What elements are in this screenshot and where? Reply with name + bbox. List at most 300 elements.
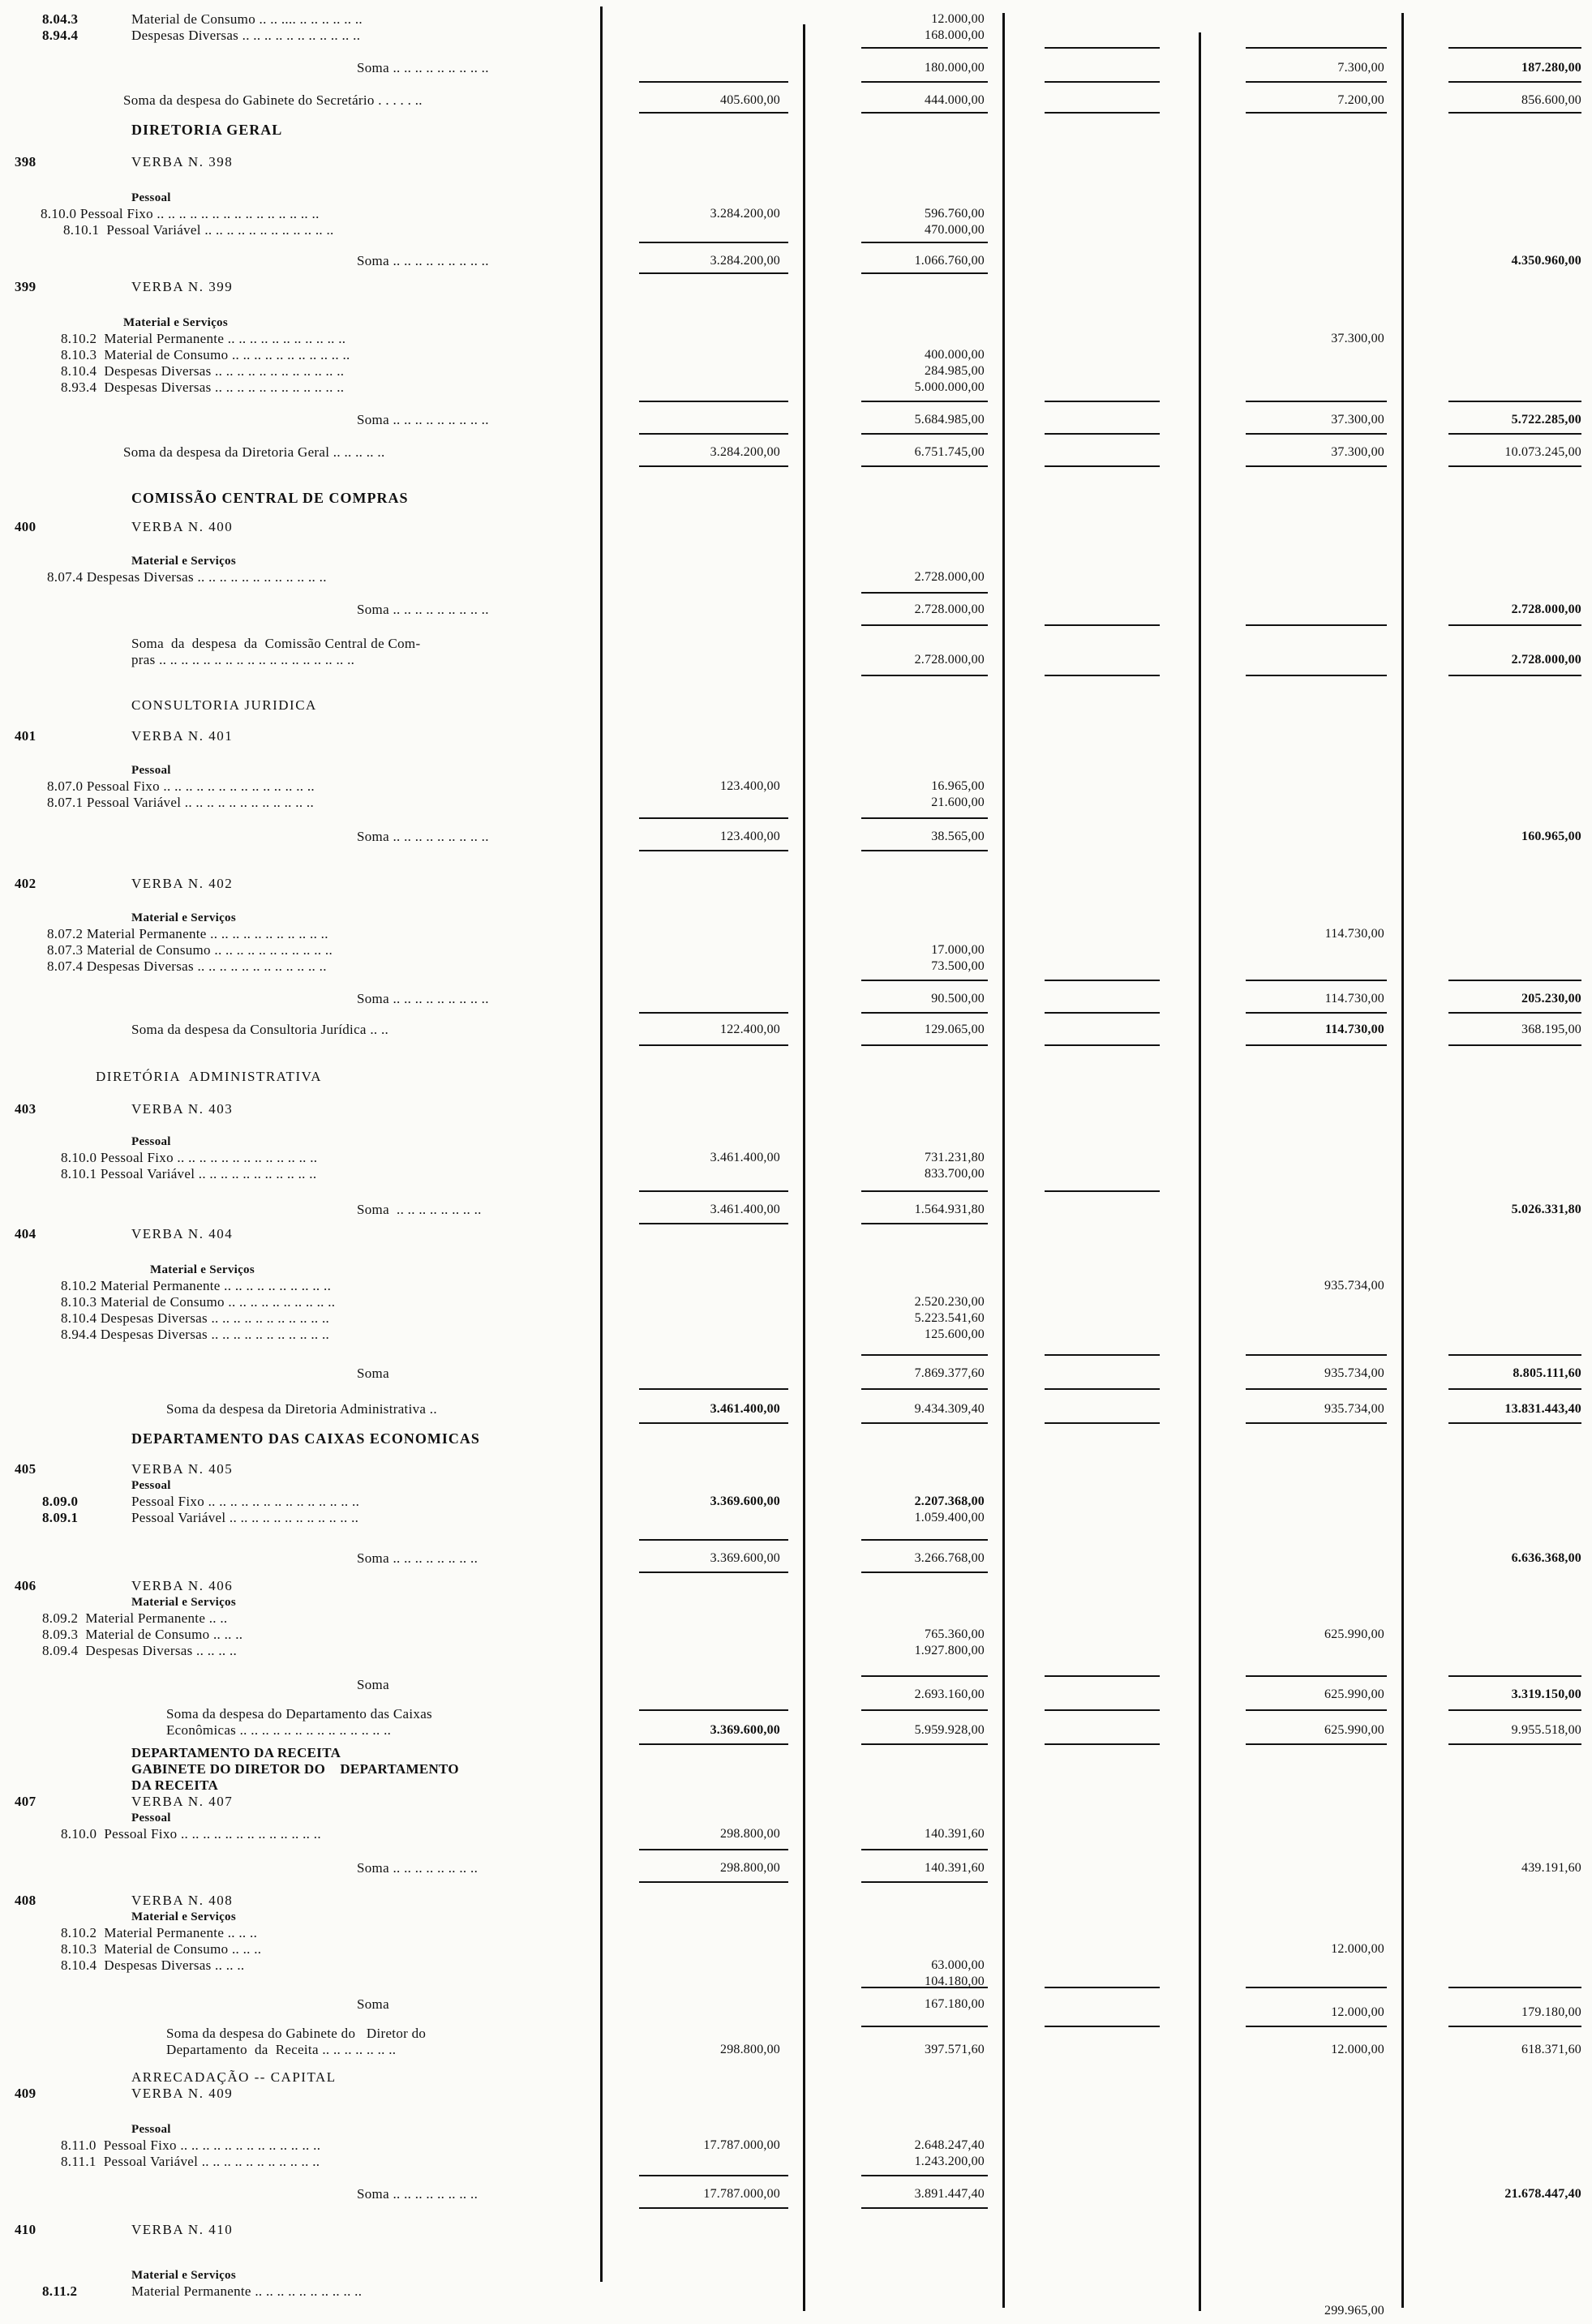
row-label: 8.07.4 Despesas Diversas .. .. .. .. .. .. .. .. .. .. .. .. xyxy=(47,569,327,585)
ledger-row xyxy=(0,829,1592,845)
ledger-row xyxy=(0,1550,1592,1567)
subtotal-rule xyxy=(639,272,788,274)
subtotal-rule xyxy=(1246,980,1387,981)
row-label: Soma .. .. .. .. .. .. .. .. .. xyxy=(357,253,489,268)
subtotal-rule xyxy=(1045,81,1160,83)
row-label: 8.10.3 Material de Consumo .. .. .. .. .. .. .. .. .. .. xyxy=(61,1294,336,1310)
row-label: 8.09.2 Material Permanente .. .. xyxy=(42,1610,228,1626)
subtotal-rule xyxy=(1448,980,1581,981)
subtotal-rule xyxy=(1045,47,1160,49)
subtotal-rule xyxy=(1448,81,1581,83)
ledger-row xyxy=(0,697,1592,714)
amount-col-5: 179.180,00 xyxy=(1521,2005,1581,2019)
subtotal-rule xyxy=(861,112,988,114)
row-label: Soma da despesa da Consultoria Jurídica .. .. xyxy=(131,1022,389,1037)
amount-col-4: 12.000,00 xyxy=(1331,2005,1384,2019)
amount-col-1: 298.800,00 xyxy=(720,1861,780,1875)
row-label: 8.10.1 Pessoal Variável .. .. .. .. .. .. .. .. .. .. .. xyxy=(61,1166,317,1181)
amount-col-2: 180.000,00 xyxy=(925,61,985,75)
subtotal-rule xyxy=(1045,624,1160,626)
ledger-row xyxy=(0,1278,1592,1294)
ledger-row xyxy=(0,1941,1592,1957)
subtotal-rule xyxy=(639,1190,788,1192)
ledger-row xyxy=(0,1510,1592,1526)
ledger-row xyxy=(0,490,1592,506)
subtotal-rule xyxy=(861,1849,988,1850)
row-label: Soma .. .. .. .. .. .. .. .. .. xyxy=(357,991,489,1006)
ledger-row xyxy=(0,60,1592,76)
amount-col-2: 1.066.760,00 xyxy=(914,254,985,268)
amount-col-5: 3.319.150,00 xyxy=(1511,1687,1581,1701)
row-label: 8.10.2 Material Permanente .. .. .. .. .. .. .. .. .. .. xyxy=(61,1278,332,1293)
row-label: Material e Serviços xyxy=(131,911,236,924)
ledger-row xyxy=(0,1166,1592,1182)
row-label: Material Permanente .. .. .. .. .. .. .. .. .. .. xyxy=(131,2283,363,2299)
subtotal-rule xyxy=(1448,1012,1581,1014)
subtotal-rule xyxy=(1045,112,1160,114)
ledger-row xyxy=(0,1957,1592,1974)
ledger-row xyxy=(0,11,1592,28)
row-label: 405 xyxy=(15,1461,36,1477)
row-label: DEPARTAMENTO DA RECEITA xyxy=(131,1745,341,1760)
amount-col-2: 73.500,00 xyxy=(931,959,985,973)
ledger-row xyxy=(0,2154,1592,2170)
subtotal-rule xyxy=(1246,1388,1387,1390)
ledger-row xyxy=(0,1610,1592,1627)
row-label: 406 xyxy=(15,1578,36,1593)
ledger-row xyxy=(0,1909,1592,1925)
amount-col-1: 3.369.600,00 xyxy=(710,1723,780,1737)
row-label: ARRECADAÇÃO -- CAPITAL xyxy=(131,2069,337,2085)
row-label: 8.10.4 Despesas Diversas .. .. .. .. .. .. .. .. .. .. .. .. xyxy=(61,363,345,379)
ledger-row xyxy=(0,910,1592,926)
ledger-row xyxy=(0,154,1592,170)
ledger-row xyxy=(0,1860,1592,1876)
row-label: 8.07.2 Material Permanente .. .. .. .. .. .. .. .. .. .. .. xyxy=(47,926,328,941)
row-label: VERBA N. 405 xyxy=(131,1461,234,1477)
amount-col-2: 63.000,00 xyxy=(931,1958,985,1972)
amount-col-2: 16.965,00 xyxy=(931,779,985,793)
amount-col-2: 5.959.928,00 xyxy=(914,1723,985,1737)
row-label: Material e Serviços xyxy=(150,1263,255,1276)
subtotal-rule xyxy=(1448,1044,1581,1046)
ledger-row xyxy=(0,1706,1592,1722)
subtotal-rule xyxy=(861,1571,988,1573)
row-label: Departamento da Receita .. .. .. .. .. .. .. xyxy=(166,2042,397,2057)
ledger-row xyxy=(0,1745,1592,1761)
ledger-row xyxy=(0,1134,1592,1150)
row-label: 8.07.0 Pessoal Fixo .. .. .. .. .. .. .. .. .. .. .. .. .. .. xyxy=(47,778,315,794)
amount-col-4: 37.300,00 xyxy=(1331,445,1384,459)
subtotal-rule xyxy=(639,1881,788,1883)
ledger-row xyxy=(0,363,1592,379)
row-label: Soma da despesa do Gabinete do Secretário . . . . . .. xyxy=(123,92,423,108)
amount-col-2: 5.000.000,00 xyxy=(914,380,985,394)
amount-col-1: 3.461.400,00 xyxy=(710,1402,780,1416)
ledger-row xyxy=(0,1310,1592,1327)
row-label: 402 xyxy=(15,876,36,891)
row-label: 409 xyxy=(15,2086,36,2101)
amount-col-1: 123.400,00 xyxy=(720,830,780,843)
amount-col-5: 160.965,00 xyxy=(1521,830,1581,843)
row-label: VERBA N. 404 xyxy=(131,1226,234,1241)
row-label: DEPARTAMENTO DAS CAIXAS ECONOMICAS xyxy=(131,1430,480,1447)
ledger-row xyxy=(0,926,1592,942)
subtotal-rule xyxy=(861,1388,988,1390)
amount-col-5: 10.073.245,00 xyxy=(1504,445,1581,459)
amount-col-2: 140.391,60 xyxy=(925,1827,985,1841)
subtotal-rule xyxy=(861,1012,988,1014)
subtotal-rule xyxy=(1045,675,1160,676)
amount-col-2: 2.693.160,00 xyxy=(914,1687,985,1701)
ledger-row xyxy=(0,1777,1592,1794)
subtotal-rule xyxy=(1246,401,1387,402)
ledger-row xyxy=(0,1150,1592,1166)
row-label: 401 xyxy=(15,728,36,744)
subtotal-rule xyxy=(1045,1190,1160,1192)
amount-col-2: 125.600,00 xyxy=(925,1327,985,1341)
ledger-row xyxy=(0,1401,1592,1417)
amount-col-2: 284.985,00 xyxy=(925,364,985,378)
amount-col-2: 5.223.541,60 xyxy=(914,1311,985,1325)
subtotal-rule xyxy=(1045,2026,1160,2027)
amount-col-4: 935.734,00 xyxy=(1324,1402,1384,1416)
subtotal-rule xyxy=(1448,1388,1581,1390)
ledger-row xyxy=(0,1578,1592,1594)
subtotal-rule xyxy=(861,1044,988,1046)
row-label: DA RECEITA xyxy=(131,1777,219,1793)
amount-col-5: 9.955.518,00 xyxy=(1511,1723,1581,1737)
subtotal-rule xyxy=(1246,1044,1387,1046)
amount-col-2: 6.751.745,00 xyxy=(914,445,985,459)
amount-col-4: 114.730,00 xyxy=(1324,1023,1384,1036)
amount-col-1: 3.369.600,00 xyxy=(710,1494,780,1508)
amount-col-5: 856.600,00 xyxy=(1521,93,1581,107)
amount-col-5: 4.350.960,00 xyxy=(1511,254,1581,268)
amount-col-5: 21.678.447,40 xyxy=(1504,2187,1581,2201)
row-label: VERBA N. 400 xyxy=(131,519,234,534)
subtotal-rule xyxy=(639,1223,788,1224)
row-label: VERBA N. 408 xyxy=(131,1893,234,1908)
subtotal-rule xyxy=(1045,1044,1160,1046)
row-label: Pessoal xyxy=(131,2123,171,2136)
row-label: Soma xyxy=(357,1366,389,1381)
subtotal-rule xyxy=(639,1709,788,1711)
ledger-row xyxy=(0,1627,1592,1643)
row-label: Pessoal Variável .. .. .. .. .. .. .. .. .. .. .. .. xyxy=(131,1510,359,1525)
subtotal-rule xyxy=(1246,47,1387,49)
amount-col-2: 104.180,00 xyxy=(925,1975,985,1988)
row-label: 8.10.0 Pessoal Fixo .. .. .. .. .. .. .. .. .. .. .. .. .. .. .. xyxy=(41,206,320,221)
ledger-row xyxy=(0,762,1592,778)
amount-col-5: 205.230,00 xyxy=(1521,992,1581,1005)
row-label: 408 xyxy=(15,1893,36,1908)
subtotal-rule xyxy=(861,242,988,243)
amount-col-1: 123.400,00 xyxy=(720,779,780,793)
subtotal-rule xyxy=(639,112,788,114)
row-label: 8.10.3 Material de Consumo .. .. .. .. .. .. .. .. .. .. .. xyxy=(61,347,350,362)
amount-col-5: 2.728.000,00 xyxy=(1511,653,1581,667)
amount-col-1: 298.800,00 xyxy=(720,1827,780,1841)
ledger-row xyxy=(0,778,1592,795)
subtotal-rule xyxy=(861,980,988,981)
subtotal-rule xyxy=(1448,465,1581,467)
row-label: Soma da despesa da Comissão Central de Com- xyxy=(131,636,421,651)
amount-col-2: 400.000,00 xyxy=(925,348,985,362)
subtotal-rule xyxy=(1045,401,1160,402)
amount-col-4: 935.734,00 xyxy=(1324,1366,1384,1380)
amount-col-2: 765.360,00 xyxy=(925,1627,985,1641)
amount-col-2: 129.065,00 xyxy=(925,1023,985,1036)
ledger-row xyxy=(0,553,1592,569)
amount-col-2: 2.728.000,00 xyxy=(914,602,985,616)
amount-col-4: 114.730,00 xyxy=(1324,927,1384,941)
row-label: 407 xyxy=(15,1794,36,1809)
amount-col-4: 625.990,00 xyxy=(1324,1723,1384,1737)
row-label: 8.10.2 Material Permanente .. .. .. .. .. .. .. .. .. .. .. xyxy=(61,331,346,346)
row-label: 8.10.0 Pessoal Fixo .. .. .. .. .. .. .. .. .. .. .. .. .. xyxy=(61,1150,318,1165)
amount-col-4: 12.000,00 xyxy=(1331,1942,1384,1956)
subtotal-rule xyxy=(861,675,988,676)
subtotal-rule xyxy=(861,850,988,851)
row-label: Material e Serviços xyxy=(131,1910,236,1923)
amount-col-2: 5.684.985,00 xyxy=(914,413,985,427)
amount-col-5: 5.026.331,80 xyxy=(1511,1203,1581,1216)
row-label: COMISSÃO CENTRAL DE COMPRAS xyxy=(131,490,409,506)
row-label: 400 xyxy=(15,519,36,534)
row-label: DIRETORIA GERAL xyxy=(131,122,283,138)
subtotal-rule xyxy=(639,242,788,243)
row-label: 8.94.4 Despesas Diversas .. .. .. .. .. .. .. .. .. .. .. xyxy=(61,1327,330,1342)
ledger-row xyxy=(0,315,1592,331)
ledger-row xyxy=(0,1722,1592,1739)
amount-col-2: 596.760,00 xyxy=(925,207,985,221)
ledger-row xyxy=(0,942,1592,958)
amount-col-5: 13.831.443,40 xyxy=(1504,1402,1581,1416)
amount-col-2: 470.000,00 xyxy=(925,223,985,237)
subtotal-rule xyxy=(1448,401,1581,402)
amount-col-2: 1.564.931,80 xyxy=(914,1203,985,1216)
row-label: Pessoal xyxy=(131,1479,171,1492)
ledger-row xyxy=(0,602,1592,618)
subtotal-rule xyxy=(639,1044,788,1046)
subtotal-rule xyxy=(1246,1987,1387,1988)
row-label: 8.10.4 Despesas Diversas .. .. .. .. .. .. .. .. .. .. .. xyxy=(61,1310,330,1326)
amount-col-5: 5.722.285,00 xyxy=(1511,413,1581,427)
row-label: Pessoal xyxy=(131,764,171,777)
amount-col-2: 444.000,00 xyxy=(925,93,985,107)
row-label: 8.10.2 Material Permanente .. .. .. xyxy=(61,1925,258,1940)
subtotal-rule xyxy=(639,1539,788,1541)
subtotal-rule xyxy=(861,1743,988,1745)
ledger-row xyxy=(0,92,1592,109)
subtotal-rule xyxy=(861,433,988,435)
ledger-row xyxy=(0,569,1592,585)
amount-col-1: 405.600,00 xyxy=(720,93,780,107)
amount-col-2: 731.231,80 xyxy=(925,1151,985,1164)
subtotal-rule xyxy=(861,1190,988,1192)
subtotal-rule xyxy=(1246,1743,1387,1745)
amount-col-4: 37.300,00 xyxy=(1331,413,1384,427)
row-label: VERBA N. 409 xyxy=(131,2086,234,2101)
ledger-row xyxy=(0,728,1592,744)
row-label: 8.11.2 xyxy=(42,2283,78,2299)
row-label: Material de Consumo .. .. .... .. .. .. .. .. .. xyxy=(131,11,363,27)
amount-col-2: 2.520.230,00 xyxy=(914,1295,985,1309)
subtotal-rule xyxy=(1246,1675,1387,1677)
amount-col-2: 3.266.768,00 xyxy=(914,1551,985,1565)
row-label: Soma da despesa da Diretoria Geral .. .. .. .. .. xyxy=(123,444,385,460)
row-label: 8.11.1 Pessoal Variável .. .. .. .. .. .. .. .. .. .. .. xyxy=(61,2154,320,2169)
subtotal-rule xyxy=(639,433,788,435)
ledger-row xyxy=(0,958,1592,975)
amount-col-4: 114.730,00 xyxy=(1324,992,1384,1005)
row-label: VERBA N. 398 xyxy=(131,154,234,169)
row-label: Material e Serviços xyxy=(123,316,228,329)
amount-col-4: 625.990,00 xyxy=(1324,1687,1384,1701)
subtotal-rule xyxy=(1448,1987,1581,1988)
row-label: VERBA N. 402 xyxy=(131,876,234,891)
row-label: Soma da despesa do Gabinete do Diretor do xyxy=(166,2026,427,2041)
row-label: VERBA N. 399 xyxy=(131,279,234,294)
ledger-row xyxy=(0,2005,1592,2021)
subtotal-rule xyxy=(1246,1709,1387,1711)
amount-col-1: 17.787.000,00 xyxy=(703,2138,780,2152)
subtotal-rule xyxy=(1045,1987,1160,1988)
ledger-row xyxy=(0,1294,1592,1310)
ledger-row xyxy=(0,2121,1592,2137)
row-label: 8.09.4 Despesas Diversas .. .. .. .. xyxy=(42,1643,238,1658)
subtotal-rule xyxy=(861,47,988,49)
ledger-row xyxy=(0,2283,1592,2300)
ledger-row xyxy=(0,876,1592,892)
row-label: Soma xyxy=(357,1996,389,2012)
amount-col-1: 122.400,00 xyxy=(720,1023,780,1036)
subtotal-rule xyxy=(861,2207,988,2209)
row-label: Pessoal xyxy=(131,1812,171,1824)
ledger-row xyxy=(0,2137,1592,2154)
amount-col-5: 6.636.368,00 xyxy=(1511,1551,1581,1565)
subtotal-rule xyxy=(1448,2026,1581,2027)
subtotal-rule xyxy=(861,592,988,594)
subtotal-rule xyxy=(1045,465,1160,467)
amount-col-1: 3.369.600,00 xyxy=(710,1551,780,1565)
ledger-row xyxy=(0,1461,1592,1477)
row-label: Soma da despesa da Diretoria Administrativa .. xyxy=(166,1401,437,1417)
row-label: 8.07.4 Despesas Diversas .. .. .. .. .. .. .. .. .. .. .. .. xyxy=(47,958,327,974)
ledger-row xyxy=(0,1262,1592,1278)
amount-col-5: 618.371,60 xyxy=(1521,2043,1581,2056)
row-label: 8.94.4 xyxy=(42,28,79,43)
subtotal-rule xyxy=(639,1422,788,1424)
row-label: GABINETE DO DIRETOR DO DEPARTAMENTO xyxy=(131,1761,459,1777)
subtotal-rule xyxy=(639,401,788,402)
amount-col-4: 935.734,00 xyxy=(1324,1279,1384,1293)
row-label: 8.10.0 Pessoal Fixo .. .. .. .. .. .. .. .. .. .. .. .. .. xyxy=(61,1826,321,1842)
subtotal-rule xyxy=(861,1675,988,1677)
amount-col-1: 3.284.200,00 xyxy=(710,207,780,221)
row-label: Soma .. .. .. .. .. .. .. .. xyxy=(357,1860,478,1876)
amount-col-2: 397.571,60 xyxy=(925,2043,985,2056)
subtotal-rule xyxy=(861,1881,988,1883)
subtotal-rule xyxy=(861,1354,988,1356)
subtotal-rule xyxy=(861,1709,988,1711)
amount-col-4: 37.300,00 xyxy=(1331,332,1384,345)
ledger-row xyxy=(0,379,1592,396)
amount-col-5: 439.191,60 xyxy=(1521,1861,1581,1875)
row-label: 8.07.3 Material de Consumo .. .. .. .. .. .. .. .. .. .. .. xyxy=(47,942,333,958)
subtotal-rule xyxy=(861,1539,988,1541)
row-label: DIRETÓRIA ADMINISTRATIVA xyxy=(96,1069,322,1084)
amount-col-1: 3.284.200,00 xyxy=(710,445,780,459)
amount-col-5: 8.805.111,60 xyxy=(1513,1366,1581,1380)
ledger-row xyxy=(0,2026,1592,2042)
subtotal-rule xyxy=(1448,1354,1581,1356)
subtotal-rule xyxy=(861,401,988,402)
ledger-row xyxy=(0,1494,1592,1510)
ledger-row xyxy=(0,991,1592,1007)
subtotal-rule xyxy=(639,465,788,467)
subtotal-rule xyxy=(1246,112,1387,114)
amount-col-2: 2.648.247,40 xyxy=(914,2138,985,2152)
subtotal-rule xyxy=(861,624,988,626)
row-label: Soma .. .. .. .. .. .. .. .. xyxy=(357,1550,478,1566)
ledger-row xyxy=(0,1069,1592,1085)
subtotal-rule xyxy=(1045,433,1160,435)
subtotal-rule xyxy=(1246,1422,1387,1424)
ledger-row xyxy=(0,1893,1592,1909)
ledger-row xyxy=(0,1826,1592,1842)
subtotal-rule xyxy=(1246,465,1387,467)
ledger-row xyxy=(0,652,1592,668)
row-label: Despesas Diversas .. .. .. .. .. .. .. .. .. .. .. xyxy=(131,28,361,43)
subtotal-rule xyxy=(639,2175,788,2176)
ledger-row xyxy=(0,2042,1592,2058)
amount-col-2: 2.728.000,00 xyxy=(914,653,985,667)
subtotal-rule xyxy=(1045,1354,1160,1356)
row-label: VERBA N. 406 xyxy=(131,1578,234,1593)
subtotal-rule xyxy=(861,1422,988,1424)
subtotal-rule xyxy=(1246,81,1387,83)
amount-col-2: 38.565,00 xyxy=(931,830,985,843)
row-label: 8.09.0 xyxy=(42,1494,79,1509)
amount-col-2: 9.434.309,40 xyxy=(914,1402,985,1416)
ledger-row xyxy=(0,1687,1592,1703)
ledger-row xyxy=(0,1226,1592,1242)
row-label: 8.10.1 Pessoal Variável .. .. .. .. .. .. .. .. .. .. .. .. xyxy=(63,222,334,238)
row-label: Soma .. .. .. .. .. .. .. .. .. xyxy=(357,829,489,844)
ledger-row xyxy=(0,444,1592,461)
subtotal-rule xyxy=(1448,1743,1581,1745)
row-label: 8.04.3 xyxy=(42,11,79,27)
row-label: Soma .. .. .. .. .. .. .. .. .. xyxy=(357,602,489,617)
row-label: 399 xyxy=(15,279,36,294)
subtotal-rule xyxy=(861,465,988,467)
amount-col-2: 17.000,00 xyxy=(931,943,985,957)
ledger-row xyxy=(0,279,1592,295)
subtotal-rule xyxy=(861,272,988,274)
subtotal-rule xyxy=(861,1987,988,1988)
row-label: Material e Serviços xyxy=(131,1596,236,1609)
amount-col-2: 90.500,00 xyxy=(931,992,985,1005)
ledger-row xyxy=(0,2086,1592,2102)
row-label: Soma .. .. .. .. .. .. .. .. xyxy=(357,1202,482,1217)
amount-col-2: 3.891.447,40 xyxy=(914,2187,985,2201)
subtotal-rule xyxy=(1246,1012,1387,1014)
subtotal-rule xyxy=(1045,1743,1160,1745)
row-label: VERBA N. 410 xyxy=(131,2222,234,2237)
subtotal-rule xyxy=(1448,675,1581,676)
